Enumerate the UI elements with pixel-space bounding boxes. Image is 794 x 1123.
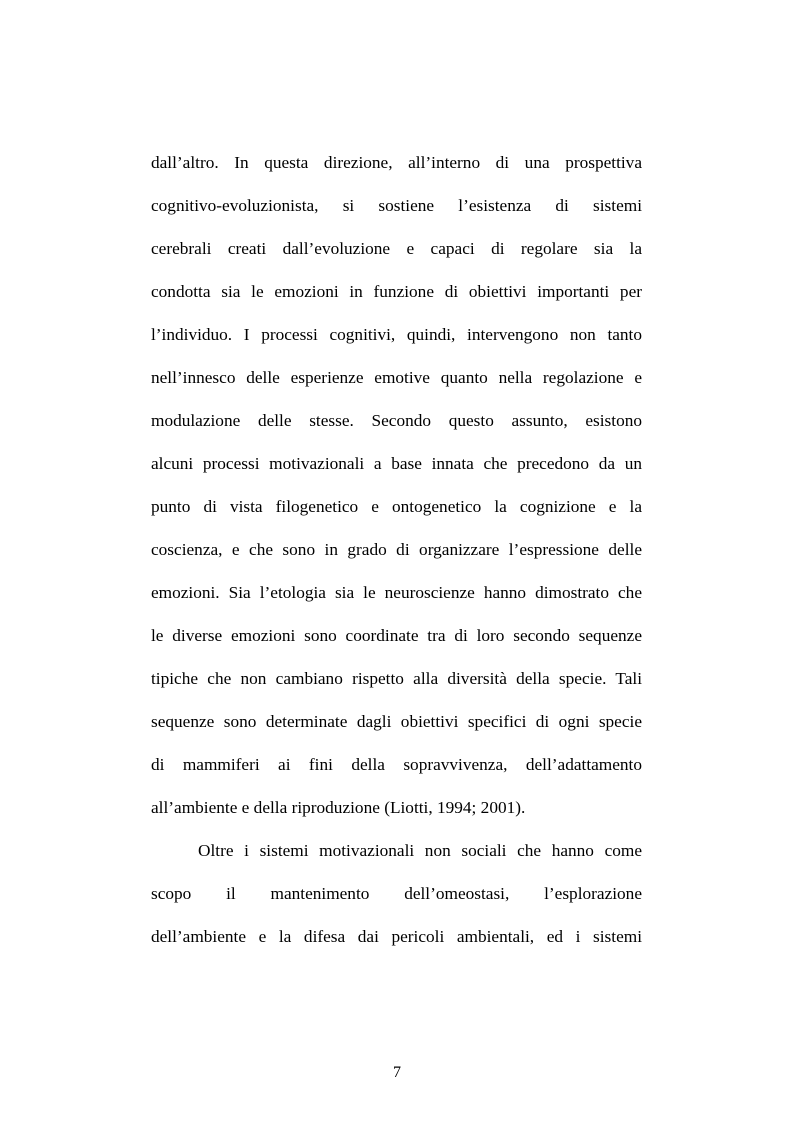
text-line: alcuni processi motivazionali a base innata che precedono da un <box>151 454 642 473</box>
text-line: cerebrali creati dall’evoluzione e capaci di regolare sia la <box>151 239 642 258</box>
text-line: di mammiferi ai fini della sopravvivenza, dell’adattamento <box>151 755 642 774</box>
text-line: emozioni. Sia l’etologia sia le neuroscienze hanno dimostrato che <box>151 583 642 602</box>
text-line: le diverse emozioni sono coordinate tra di loro secondo sequenze <box>151 626 642 645</box>
text-line: condotta sia le emozioni in funzione di obiettivi importanti per <box>151 282 642 301</box>
text-line: coscienza, e che sono in grado di organizzare l’espressione delle <box>151 540 642 559</box>
text-line: Oltre i sistemi motivazionali non sociali che hanno come <box>198 841 642 860</box>
paragraph <box>151 148 642 836</box>
text-line: scopo il mantenimento dell’omeostasi, l’esplorazione <box>151 884 642 903</box>
page-number: 7 <box>393 1064 401 1081</box>
text-line: dall’altro. In questa direzione, all’interno di una prospettiva <box>151 153 642 172</box>
paragraph <box>151 836 642 965</box>
text-line: sequenze sono determinate dagli obiettivi specifici di ogni specie <box>151 712 642 731</box>
text-line: nell’innesco delle esperienze emotive quanto nella regolazione e <box>151 368 642 387</box>
text-line: punto di vista filogenetico e ontogenetico la cognizione e la <box>151 497 642 516</box>
text-line: modulazione delle stesse. Secondo questo assunto, esistono <box>151 411 642 430</box>
text-line: all’ambiente e della riproduzione (Liotti, 1994; 2001). <box>151 798 526 817</box>
text-line: cognitivo-evoluzionista, si sostiene l’esistenza di sistemi <box>151 196 642 215</box>
body-text <box>151 148 642 965</box>
text-line: dell’ambiente e la difesa dai pericoli ambientali, ed i sistemi <box>151 927 642 946</box>
text-line: l’individuo. I processi cognitivi, quindi, intervengono non tanto <box>151 325 642 344</box>
text-line: tipiche che non cambiano rispetto alla diversità della specie. Tali <box>151 669 642 688</box>
